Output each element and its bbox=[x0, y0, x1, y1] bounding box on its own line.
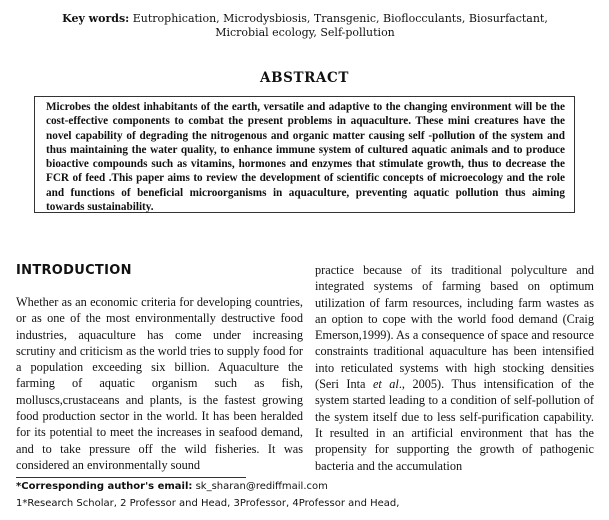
right-text-part-a: practice because of its traditional polyculture and integrated systems of farming based on optimum utilization of farm resources, including farm wastes as an option to cope with the world food demand (Craig Emerson,1999). As a consequence of space and resource constraints traditional aquaculture has been intensified into reticulated systems with high stocking densities (Seri Inta bbox=[315, 263, 594, 392]
right-text-part-b: ., 2005). Thus intensification of the system started leading to a condition of self-pollution of the system itself due to less self-purification capability. It resulted in an artificial environment that has the propensity for supporting the growth of pathogenic bacteria and the accumulation bbox=[315, 377, 595, 473]
keywords-block bbox=[40, 12, 570, 40]
affiliations-note: 1*Research Scholar, 2 Professor and Head, 3Professor, 4Professor and Head, bbox=[16, 498, 400, 509]
corresponding-author-email[interactable]: sk_sharan@rediffmail.com bbox=[195, 481, 328, 492]
corresponding-author-label: *Corresponding author's email: bbox=[16, 481, 193, 492]
footnote-divider bbox=[16, 477, 246, 478]
corresponding-author-note bbox=[16, 480, 328, 493]
right-column bbox=[315, 262, 594, 474]
introduction-left-text: Whether as an economic criteria for developing countries, or as one of the most environmentally destructive food industries, aquaculture has come under increasing scrutiny and criticism as the world tries to supply food for a population exceeding six billion. Aquaculture the farming of aquatic organism such as fish, molluscs,crustaceans and plants, is the fastest growing food production sector in the world. It has been heralded for its potential to meet the increases in seafood demand, and to take pressure off the wild fisheries. It was considered an environmentally sound bbox=[16, 295, 303, 472]
keywords-line-1 bbox=[40, 12, 570, 26]
et-al-italic: et al bbox=[372, 377, 399, 392]
abstract-box bbox=[34, 96, 575, 213]
introduction-heading: INTRODUCTION bbox=[16, 263, 132, 278]
left-column bbox=[16, 294, 303, 473]
introduction-right-text bbox=[315, 262, 594, 474]
abstract-text: Microbes the oldest inhabitants of the earth, versatile and adaptive to the changing environment will be the cost-effective components to combat the present problems in aquaculture. These mini creatures have the novel capability of degrading the nitrogenous and organic matter causing self -pollution of the system and thus maintaining the water quality, to enhance immune system of cultured aquatic animals and to produce bioactive compounds such as vitamins, hormones and enzymes that stimulate growth, thus to decrease the FCR of feed .This paper aims to review the development of scientific concepts of microecology and the role and functions of beneficial microorganisms in aquaculture, preventing aquatic pollution thus aiming towards sustainability. bbox=[46, 101, 565, 214]
keywords-line-2: Microbial ecology, Self-pollution bbox=[215, 26, 395, 39]
keywords-label: Key words: bbox=[62, 12, 130, 25]
keywords-list-1: Eutrophication, Microdysbiosis, Transgenic, Bioflocculants, Biosurfactant, bbox=[132, 12, 548, 25]
abstract-title: ABSTRACT bbox=[260, 70, 349, 86]
